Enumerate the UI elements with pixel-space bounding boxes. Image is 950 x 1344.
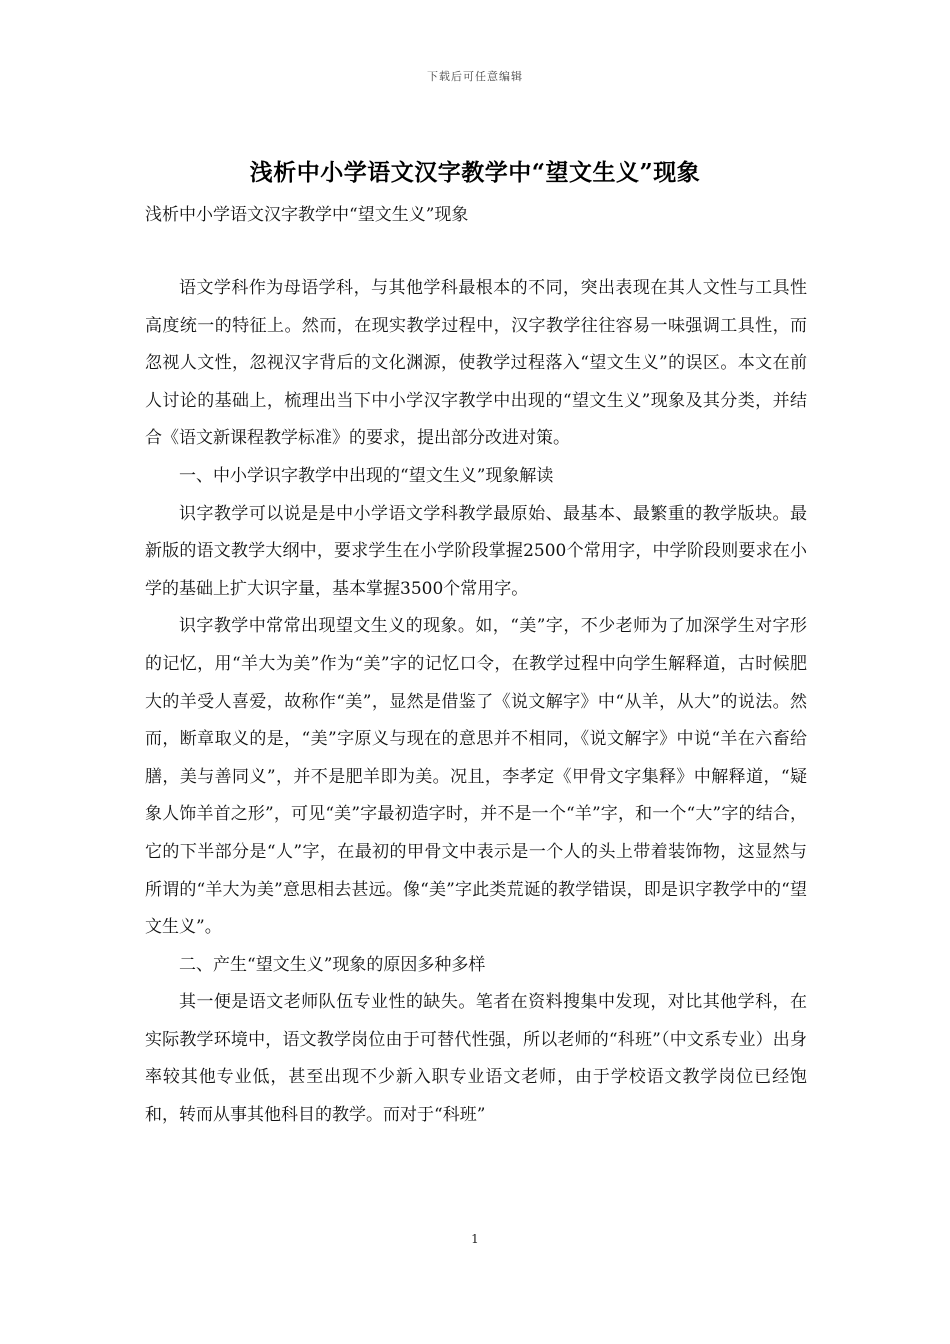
- document-subtitle: 浅析中小学语文汉字教学中“望文生义”现象: [145, 205, 469, 225]
- page-header-note: 下载后可任意编辑: [427, 70, 523, 83]
- document-title: 浅析中小学语文汉字教学中“望文生义”现象: [249, 159, 701, 186]
- page-number: 1: [471, 1232, 479, 1246]
- paragraph-literacy: 识字教学可以说是是中小学语文学科教学最原始、最基本、最繁重的教学版块。最新版的语文教学大纲中，要求学生在小学阶段掌握2500个常用字，中学阶段则要求在小学的基础上扩大识字量，基本掌握3500个常用字。: [145, 503, 807, 599]
- document-body: [145, 270, 807, 1135]
- paragraph-intro: 语文学科作为母语学科，与其他学科最根本的不同，突出表现在其人文性与工具性高度统一的特征上。然而，在现实教学过程中，汉字教学往往容易一味强调工具性，而忽视人文性，忽视汉字背后的文化渊源，使教学过程落入“望文生义”的误区。本文在前人讨论的基础上，梳理出当下中小学汉字教学中出现的“望文生义”现象及其分类，并结合《语文新课程教学标准》的要求，提出部分改进对策。: [145, 278, 807, 449]
- section-heading-1: 一、中小学识字教学中出现的“望文生义”现象解读: [179, 465, 554, 486]
- section-heading-2: 二、产生“望文生义”现象的原因多种多样: [179, 954, 486, 975]
- paragraph-teacher-cause: 其一便是语文老师队伍专业性的缺失。笔者在资料搜集中发现，对比其他学科，在实际教学环境中，语文教学岗位由于可替代性强，所以老师的“科班”（中文系专业）出身率较其他专业低，甚至出现不少新入职专业语文老师，由于学校语文教学岗位已经饱和，转而从事其他科目的教学。而对于“科班”: [145, 992, 807, 1126]
- paragraph-mei-example: 识字教学中常常出现望文生义的现象。如，“美”字，不少老师为了加深学生对字形的记忆，用“羊大为美”作为“美”字的记忆口令，在教学过程中向学生解释道，古时候肥大的羊受人喜爱，故称作“美”，显然是借鉴了《说文解字》中“从羊，从大”的说法。然而，断章取义的是，“美”字原义与现在的意思并不相同，《说文解字》中说“羊在六畜给膳，美与善同义”，并不是肥羊即为美。况且，李孝定《甲骨文字集释》中解释道，“疑象人饰羊首之形”，可见“美”字最初造字时，并不是一个“羊”字，和一个“大”字的结合，它的下半部分是“人”字，在最初的甲骨文中表示是一个人的头上带着装饰物，这显然与所谓的“羊大为美”意思相去甚远。像“美”字此类荒诞的教学错误，即是识字教学中的“望文生义”。: [145, 616, 807, 938]
